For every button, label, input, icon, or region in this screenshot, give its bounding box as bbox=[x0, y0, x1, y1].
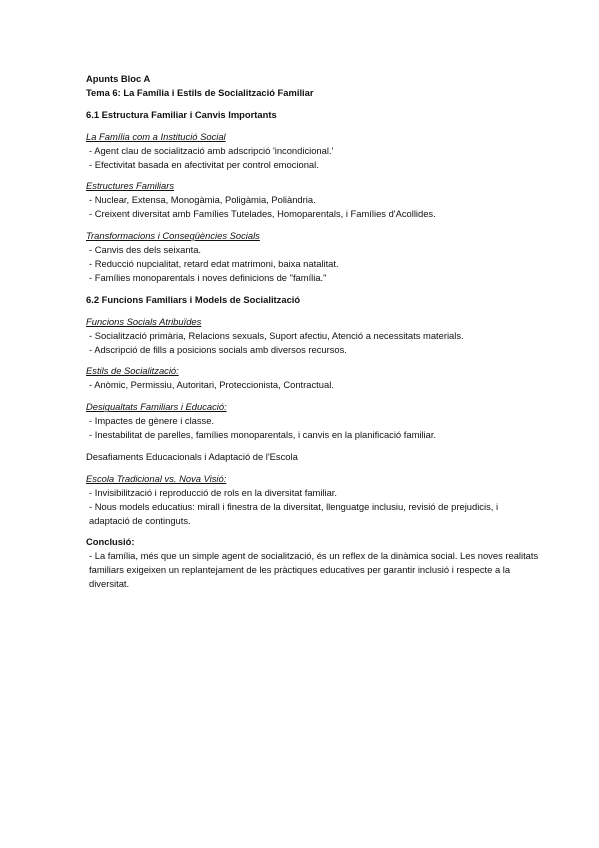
list-item: - Nuclear, Extensa, Monogàmia, Poligàmia, Poliàndria. bbox=[89, 194, 316, 206]
subsection-title: Transformacions i Conseqüències Socials bbox=[86, 230, 260, 242]
conclusion-text: - La família, més que un simple agent de socialització, és un reflex de la dinàmica social. Les noves realitats familiars exigeixen un replantejament de les pràctiques educatives per garantir inclusió i respecte a la diversitat. bbox=[89, 550, 539, 590]
list-item: - Nous models educatius: mirall i finestra de la diversitat, llenguatge inclusiu, revisió de prejudicis, i adaptació de continguts. bbox=[89, 500, 499, 526]
subsection-title: Estils de Socialització: bbox=[86, 365, 179, 377]
list-item: - Creixent diversitat amb Famílies Tutelades, Homoparentals, i Famílies d'Acollides. bbox=[89, 208, 436, 220]
list-item: - Adscripció de fills a posicions socials amb diversos recursos. bbox=[89, 343, 347, 355]
doc-subtitle: Tema 6: La Família i Estils de Socialització Familiar bbox=[86, 86, 314, 98]
doc-title: Apunts Bloc A bbox=[86, 73, 151, 84]
list-item: - Famílies monoparentals i noves definicions de "família." bbox=[89, 271, 327, 283]
subsection-title: Escola Tradicional vs. Nova Visió: bbox=[86, 472, 227, 484]
section-heading-6-2: 6.2 Funcions Familiars i Models de Socialització bbox=[86, 293, 301, 305]
list-item: - Canvis des dels seixanta. bbox=[89, 244, 202, 256]
list-item: - Impactes de gènere i classe. bbox=[89, 415, 215, 427]
list-item: - Inestabilitat de parelles, famílies monoparentals, i canvis en la planificació familiar. bbox=[89, 429, 437, 441]
section-heading-challenges: Desafiaments Educacionals i Adaptació de l'Escola bbox=[86, 450, 298, 462]
list-item: - Invisibilització i reproducció de rols en la diversitat familiar. bbox=[89, 486, 338, 498]
subsection-title: La Família com a Institució Social bbox=[86, 130, 226, 142]
section-heading-6-1: 6.1 Estructura Familiar i Canvis Importants bbox=[86, 108, 277, 120]
subsection-title: Desigualtats Familiars i Educació: bbox=[86, 401, 227, 413]
conclusion-heading: Conclusió: bbox=[86, 536, 135, 548]
list-item: - Anòmic, Permissiu, Autoritari, Proteccionista, Contractual. bbox=[89, 379, 334, 391]
subsection-title: Funcions Socials Atribuïdes bbox=[86, 315, 202, 327]
subsection-title: Estructures Familiars bbox=[86, 180, 175, 192]
list-item: - Agent clau de socialització amb adscripció 'incondicional.' bbox=[89, 144, 334, 156]
list-item: - Reducció nupcialitat, retard edat matrimoni, baixa natalitat. bbox=[89, 257, 339, 269]
list-item: - Socialització primària, Relacions sexuals, Suport afectiu, Atenció a necessitats materials. bbox=[89, 329, 464, 341]
list-item: - Efectivitat basada en afectivitat per control emocional. bbox=[89, 158, 319, 170]
